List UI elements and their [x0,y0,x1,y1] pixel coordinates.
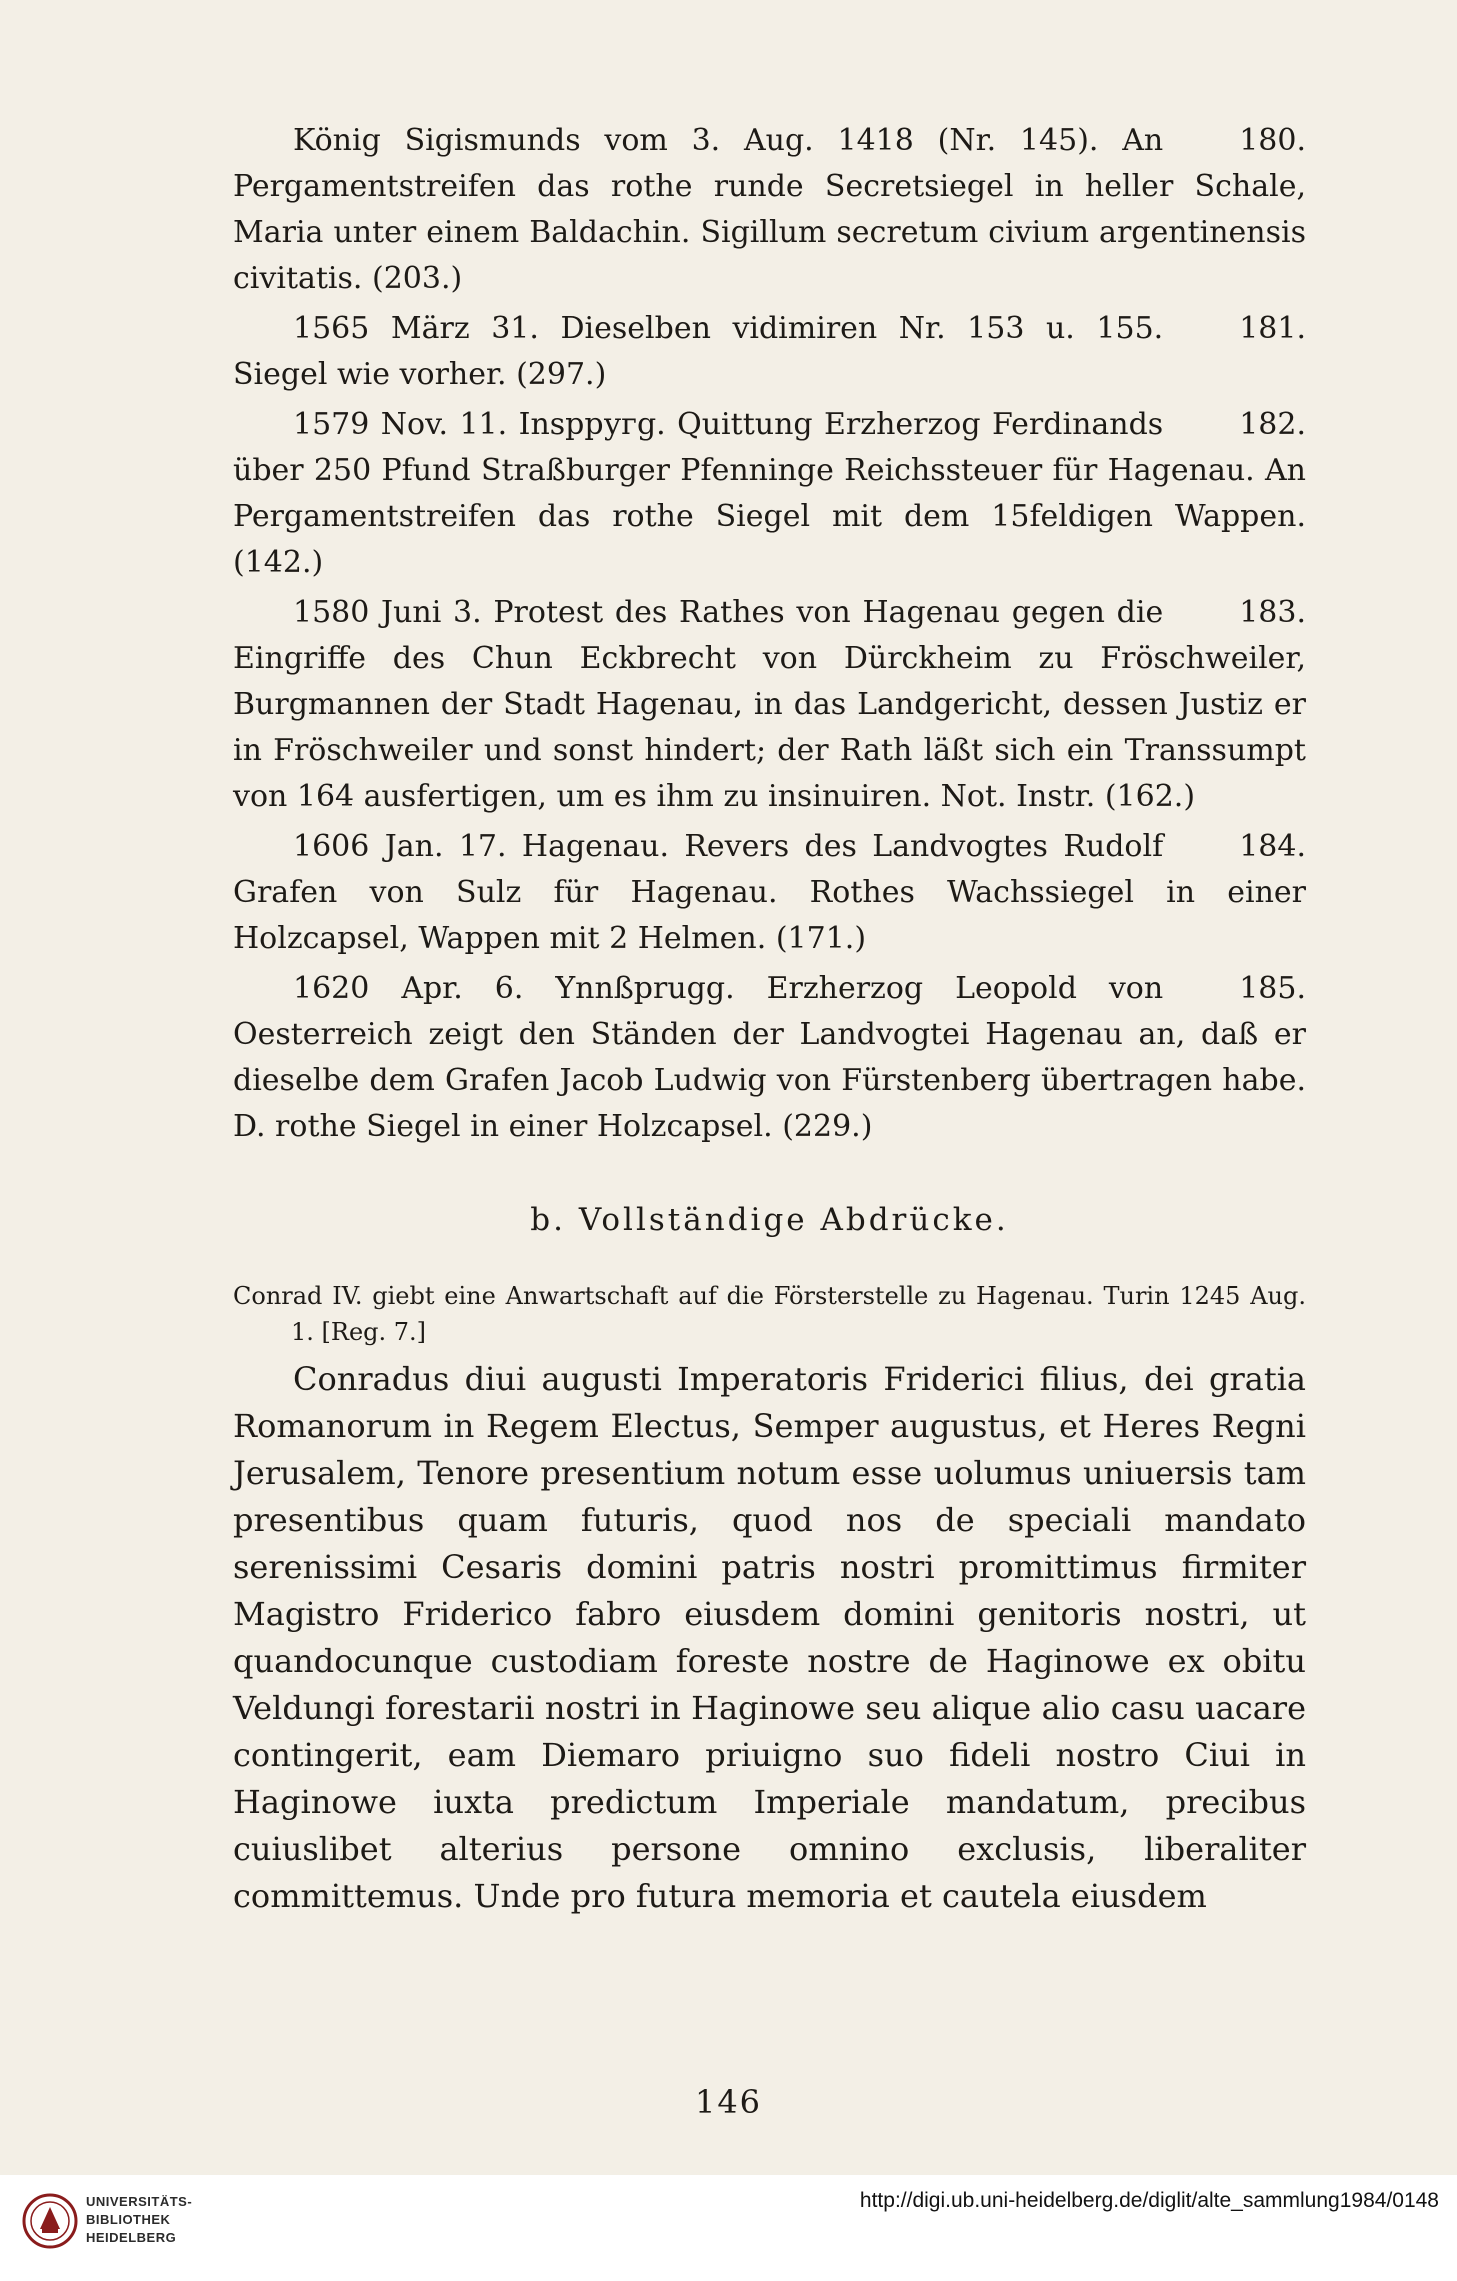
page-number: 146 [694,2083,763,2121]
section-heading: b. Vollständige Abdrücke. [530,1202,1009,1238]
digitization-footer [0,2175,1457,2281]
page-content [233,118,1306,1920]
entry-text: 180. König Sigismunds vom 3. Aug. 1418 (Nr. 145). An Pergamentstreifen das rothe runde Secretsiegel in heller Schale, Maria unter einem Baldachin. Sigillum secretum civium argentinensis civitatis. (203.) [233,118,1306,302]
entry-183 [233,590,1306,820]
entry-text: 181. 1565 März 31. Dieselben vidimiren Nr. 153 u. 155. Siegel wie vorher. (297.) [233,306,1306,398]
university-library-logo-icon [22,2193,78,2249]
entry-180 [233,118,1306,302]
entry-184 [233,824,1306,962]
entry-number: 185. [1239,971,1306,1006]
entry-185 [233,966,1306,1150]
document-title: Conrad IV. giebt eine Anwartschaft auf die Försterstelle zu Hagenau. Turin 1245 Aug. 1. [Reg. 7.] [233,1282,1306,1346]
source-url-link[interactable]: http://digi.ub.uni-heidelberg.de/diglit/alte_sammlung1984/0148 [859,2189,1439,2212]
entry-number: 181. [1239,311,1306,346]
entry-text: 185. 1620 Apr. 6. Ynnßprugg. Erzherzog Leopold von Oesterreich zeigt den Ständen der Landvogtei Hagenau an, daß er dieselbe dem Grafen Jacob Ludwig von Fürstenberg übertragen habe. D. rothe Siegel in einer Holzcapsel. (229.) [233,966,1306,1150]
entry-text: 183. 1580 Juni 3. Protest des Rathes von Hagenau gegen die Eingriffe des Chun Eckbrecht von Dürckheim zu Fröschweiler, Burgmannen der Stadt Hagenau, in das Landgericht, dessen Justiz er in Fröschweiler und sonst hindert; der Rath läßt sich ein Transsumpt von 164 ausfertigen, um es ihm zu insinuiren. Not. Instr. (162.) [233,590,1306,820]
entry-number: 180. [1239,123,1306,158]
library-name: UNIVERSITÄTS- BIBLIOTHEK HEIDELBERG [86,2194,193,2245]
entry-text: 182. 1579 Nov. 11. Inspругg. Quittung Erzherzog Ferdinands über 250 Pfund Straßburger Pfenninge Reichssteuer für Hagenau. An Pergamentstreifen das rothe Siegel mit dem 15feldigen Wappen. (142.) [233,402,1306,586]
entry-number: 183. [1239,595,1306,630]
entry-text: 184. 1606 Jan. 17. Hagenau. Revers des Landvogtes Rudolf Grafen von Sulz für Hagenau. Rothes Wachssiegel in einer Holzcapsel, Wappen mit 2 Helmen. (171.) [233,824,1306,962]
entry-181 [233,306,1306,398]
latin-document-text: Conradus diui augusti Imperatoris Friderici filius, dei gratia Romanorum in Regem Electus, Semper augustus, et Heres Regni Jerusalem, Tenore presentium notum esse uolumus uniuersis tam presentibus quam futuris, quod nos de speciali mandato serenissimi Cesaris domini patris nostri promittimus firmiter Magistro Friderico fabro eiusdem domini genitoris nostri, ut quandocunque custodiam foreste nostre de Haginowe ex obitu Veldungi forestarii nostri in Haginowe seu alique alio casu uacare contingerit, eam Diemaro priuigno suo fideli nostro Ciui in Haginowe iuxta predictum Imperiale mandatum, precibus cuiuslibet alterius persone omnino exclusis, liberaliter committemus. Unde pro futura memoria et cautela eiusdem [233,1360,1306,1915]
entry-number: 184. [1239,829,1306,864]
entry-number: 182. [1239,407,1306,442]
entry-182 [233,402,1306,586]
